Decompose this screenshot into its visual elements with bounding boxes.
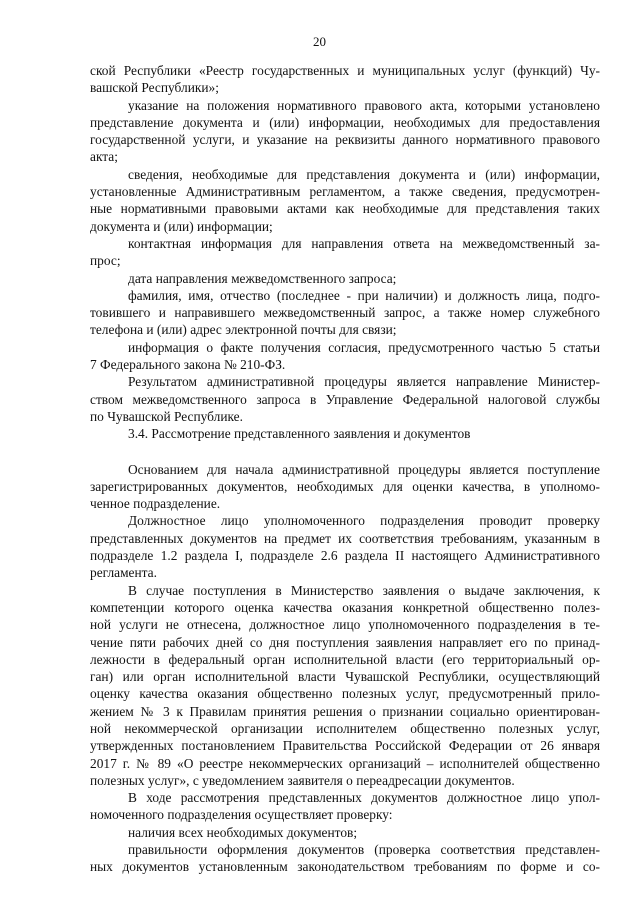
text-line: подразделе 1.2 раздела I, подразделе 2.6 раздела II настоящего Административного (90, 548, 600, 564)
text-line: товившего и направившего межведомственный запрос, а также номер служебного (90, 305, 600, 321)
text-line: телефона и (или) адрес электронной почты для связи; (90, 322, 397, 338)
text-line: информация о факте получения согласия, предусмотренного частью 5 статьи (128, 339, 600, 355)
text-line: установленные Административным регламентом, а также сведения, предусмотрен- (90, 184, 600, 200)
text-line: сведения, необходимые для представления документа и (или) информации, (128, 166, 600, 182)
text-line: ной некоммерческой организации исполнителем общественно полезных услуг, (90, 720, 600, 736)
text-line: наличия всех необходимых документов; (128, 824, 358, 840)
text-line: Основанием для начала административной процедуры является поступление (128, 461, 600, 477)
text-line: 2017 г. № 89 «О реестре некоммерческих организаций – исполнителей общественно (90, 755, 600, 771)
text-line: прос; (90, 253, 121, 269)
section-heading: 3.4. Рассмотрение представленного заявления и документов (128, 426, 471, 442)
text-line: указание на положения нормативного правового акта, которыми установлено (128, 97, 600, 113)
text-line: регламента. (90, 565, 157, 581)
text-line: государственной услуги, и указание на реквизиты данного нормативного правового (90, 132, 600, 148)
paragraph-gap (90, 443, 600, 461)
text-line: лежности в федеральный орган исполнительной власти (его территориальный ор- (90, 651, 600, 667)
text-line: вашской Республики»; (90, 80, 219, 96)
text-line: оценку качества оказания общественно полезных услуг, предусмотренный прило- (90, 686, 600, 702)
text-line: компетенции которого оценка качества оказания конкретной общественно полез- (90, 599, 600, 615)
text-line: контактная информация для направления ответа на межведомственный за- (128, 235, 600, 251)
text-line: 7 Федерального закона № 210-ФЗ. (90, 357, 286, 373)
text-line: представление документа и (или) информации, необходимых для предоставления (90, 114, 600, 130)
text-line: правильности оформления документов (проверка соответствия представлен- (128, 842, 600, 858)
text-line: полезных услуг», с уведомлением заявителя о переадресации документов. (90, 772, 515, 788)
text-line: ных документов установленным законодательством требованиям по форме и со- (90, 859, 600, 875)
text-line: фамилия, имя, отчество (последнее - при наличии) и должность лица, подго- (128, 287, 600, 303)
text-line: ной услуги не отнесена, должностное лицо уполномоченного подразделения в те- (90, 617, 600, 633)
text-line: ской Республики «Реестр государственных и муниципальных услуг (функций) Чу- (90, 63, 600, 78)
text-line: по Чувашской Республике. (90, 408, 243, 424)
text-line: жением № 3 к Правилам принятия решения о признании социально ориентирован- (90, 703, 600, 719)
text-line: ством межведомственного запроса в Управление Федеральной налоговой службы (90, 391, 600, 407)
text-line: номоченного подразделения осуществляет проверку: (90, 807, 393, 823)
text-line: В ходе рассмотрения представленных документов должностное лицо упол- (128, 790, 600, 806)
text-line: В случае поступления в Министерство заявления о выдаче заключения, к (128, 582, 600, 598)
text-line: дата направления межведомственного запроса; (128, 270, 397, 286)
document-body (90, 62, 600, 876)
text-line: утвержденных постановлением Правительства Российской Федерации от 26 января (90, 738, 600, 754)
text-line: документа и (или) информации; (90, 218, 273, 234)
text-line: ченное подразделение. (90, 496, 221, 512)
text-line: зарегистрированных документов, необходимых для оценки качества, в уполномо- (90, 478, 600, 494)
page-number: 20 (313, 34, 326, 49)
text-line: акта; (90, 149, 118, 165)
text-line: ные нормативными правовыми актами как необходимые для представления таких (90, 201, 600, 217)
text-line: представленных документов на предмет их соответствия требованиям, указанным в (90, 530, 600, 546)
text-line: ган) или орган исполнительной власти Чувашской Республики, осуществляющий (90, 669, 600, 685)
text-line: чение пяти рабочих дней со дня поступления заявления направляет его по принад- (90, 634, 600, 650)
text-line: Результатом административной процедуры является направление Министер- (128, 374, 600, 390)
text-line: Должностное лицо уполномоченного подразделения проводит проверку (128, 513, 600, 529)
